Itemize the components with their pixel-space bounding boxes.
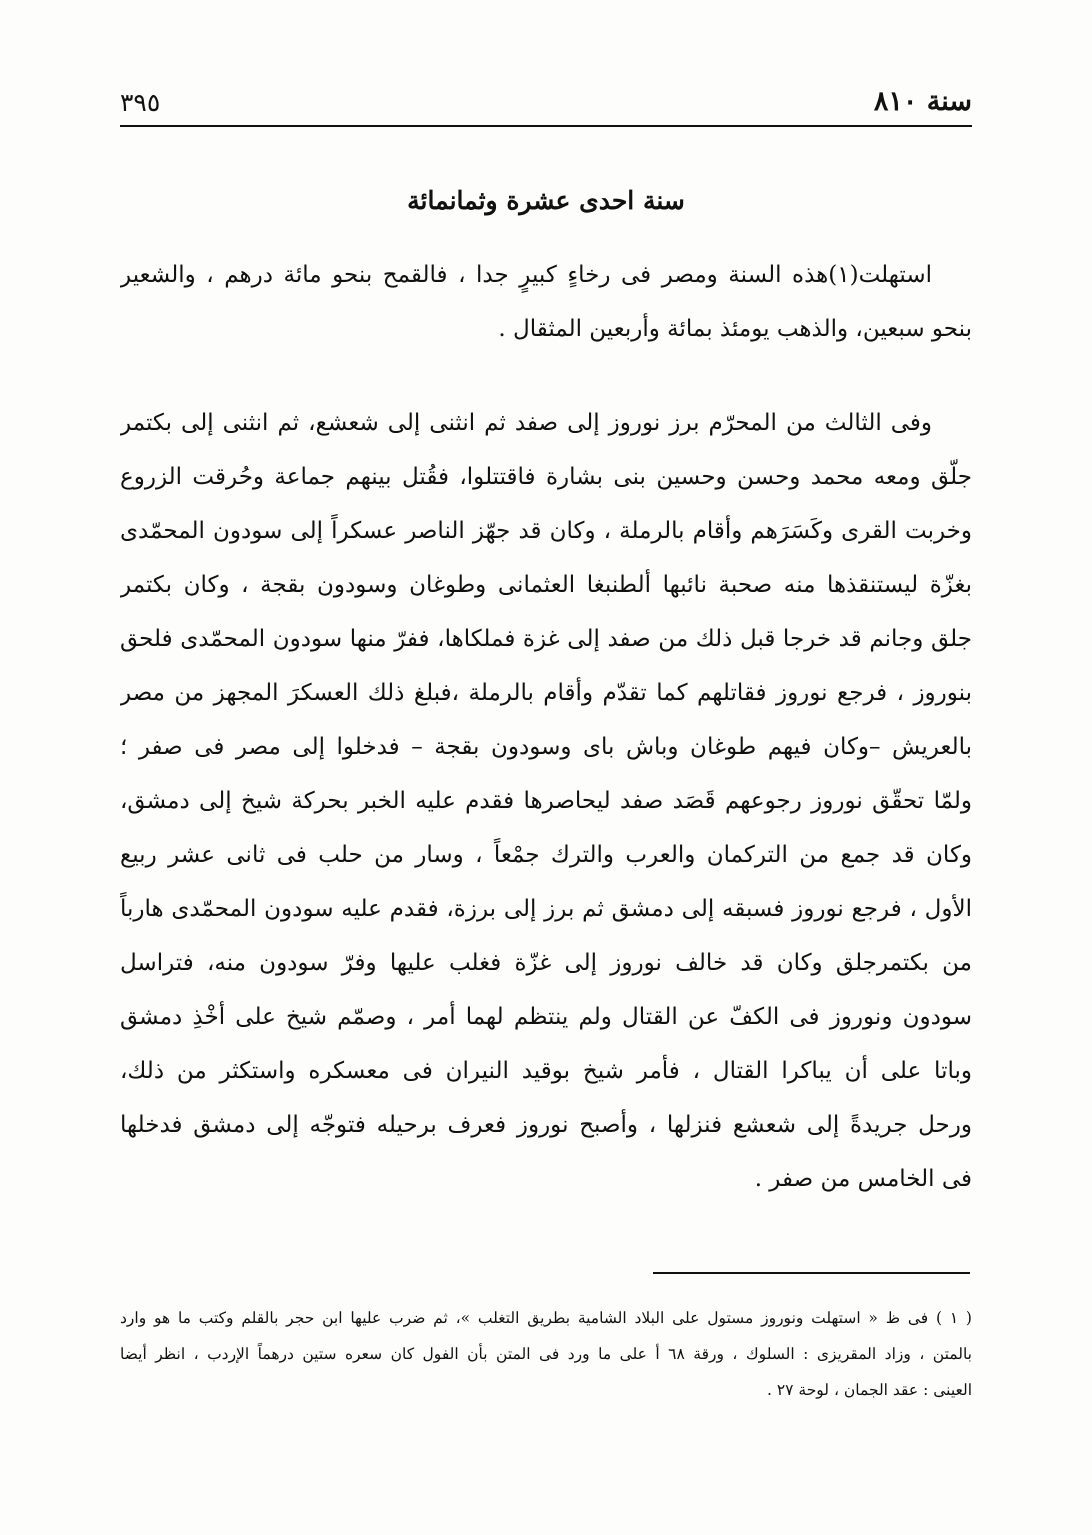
text-line: بغزّة ليستنقذها منه صحبة نائبها ألطنبغا العثمانى وطوغان وسودون بقجة ، وكان بكتمر xyxy=(120,572,972,598)
text-line: بالعريش –وكان فيهم طوغان وباش باى وسودون بقجة – فدخلوا إلى مصر فى صفر ؛ xyxy=(120,734,972,760)
paragraph-2 xyxy=(120,396,972,1206)
text-line: وفى الثالث من المحرّم برز نوروز إلى صفد ثم انثنى إلى شعشع، ثم انثنى إلى بكتمر xyxy=(120,410,932,436)
header-rule xyxy=(120,125,972,127)
text-line: جلق وجانم قد خرجا قبل ذلك من صفد إلى غزة فملكاها، ففرّ منها سودون المحمّدى فلحق xyxy=(120,626,972,652)
text-line: ولمّا تحقّق نوروز رجوعهم قَصَد صفد ليحاصرها فقدم عليه الخبر بحركة شيخ إلى دمشق، xyxy=(120,788,972,814)
footnote-rule xyxy=(653,1272,970,1274)
running-head xyxy=(120,84,972,124)
text-line: فى الخامس من صفر . xyxy=(754,1166,972,1192)
text-line: بنوروز ، فرجع نوروز فقاتلهم كما تقدّم وأقام بالرملة ،فبلغ ذلك العسكرَ المجهز من مصر xyxy=(120,680,972,706)
text-line: جلّق ومعه محمد وحسن وحسين بنى بشارة فاقتتلوا، فقُتل بينهم جماعة وحُرقت الزروع xyxy=(120,464,972,490)
text-line: وكان قد جمع من التركمان والعرب والترك جمْعاً ، وسار من حلب فى ثانى عشر ربيع xyxy=(120,842,972,868)
page-number: ٣٩٥ xyxy=(120,88,161,117)
text-line: وخربت القرى وكَسَرَهم وأقام بالرملة ، وكان قد جهّز الناصر عسكراً إلى سودون المحمّدى xyxy=(120,518,972,544)
text-line: بنحو سبعين، والذهب يومئذ بمائة وأربعين المثقال . xyxy=(498,316,972,342)
footnote-line: العينى : عقد الجمان ، لوحة ٢٧ . xyxy=(766,1381,972,1399)
text-line: وباتا على أن يباكرا القتال ، فأمر شيخ بوقيد النيران فى معسكره واستكثر من ذلك، xyxy=(120,1058,972,1084)
footnote-line: بالمتن ، وزاد المقريزى : السلوك ، ورقة ٦٨ أ على ما ورد فى المتن بأن الفول كان سعره ستين درهماً الإردب ، انظر أيضا xyxy=(120,1345,972,1363)
text-line: الأول ، فرجع نوروز فسبقه إلى دمشق ثم برز إلى برزة، فقدم عليه سودون المحمّدى هارباً xyxy=(120,896,972,922)
text-line: استهلت(١)هذه السنة ومصر فى رخاءٍ كبيرٍ جدا ، فالقمح بنحو مائة درهم ، والشعير xyxy=(120,262,932,288)
section-title: سنة احدى عشرة وثمانمائة xyxy=(407,186,685,215)
text-line: سودون ونوروز فى الكفّ عن القتال ولم ينتظم لهما أمر ، وصمّم شيخ على أخْذِ دمشق xyxy=(120,1004,972,1030)
running-head-year: سنة ٨١٠ xyxy=(873,86,972,117)
text-line: ورحل جريدةً إلى شعشع فنزلها ، وأصبح نوروز فعرف برحيله فتوجّه إلى دمشق فدخلها xyxy=(120,1112,972,1138)
footnote-line: ( ١ ) فى ظ « استهلت ونوروز مستول على البلاد الشامية بطريق التغلب »، ثم ضرب عليها ابن حجر بالقلم وكتب ما هو وارد xyxy=(120,1309,972,1327)
text-line: من بكتمرجلق وكان قد خالف نوروز إلى غزّة فغلب عليها وفرّ سودون منه، فتراسل xyxy=(120,950,972,976)
paragraph-1 xyxy=(120,248,972,356)
footnote xyxy=(120,1300,972,1408)
